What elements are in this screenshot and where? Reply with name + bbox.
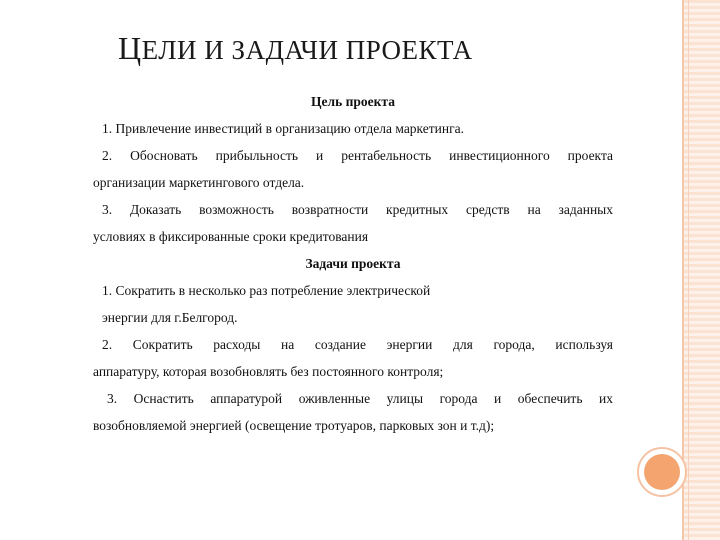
title-rest: ЕЛИ И ЗАДАЧИ ПРОЕКТА <box>141 35 473 65</box>
task-item-1 <box>93 277 613 331</box>
goal-2-line2: организации маркетингового отдела. <box>93 175 305 190</box>
goal-1-text: 1. Привлечение инвестиций в организацию отдела маркетинга. <box>102 121 465 136</box>
task-1-line1: 1. Сократить в несколько раз потребление электрической <box>102 283 431 298</box>
task-item-3 <box>93 385 613 439</box>
decorative-circle <box>644 454 680 490</box>
title-first-letter: Ц <box>118 30 142 66</box>
goal-item-2 <box>93 142 613 196</box>
goal-2-line1: 2. Обосновать прибыльность и рентабельность инвестиционного проекта <box>102 148 613 163</box>
task-3-line1: 3. Оснастить аппаратурой оживленные улицы города и обеспечить их <box>107 391 613 406</box>
task-1-line2: энергии для г.Белгород. <box>102 310 238 325</box>
slide-body <box>93 88 613 439</box>
goal-item-1 <box>93 115 613 142</box>
task-item-2 <box>93 331 613 385</box>
task-2-line2: аппаратуру, которая возобновлять без постоянного контроля; <box>93 364 444 379</box>
goal-3-line1: 3. Доказать возможность возвратности кредитных средств на заданных <box>102 202 613 217</box>
goal-3-line2: условиях в фиксированные сроки кредитования <box>93 229 369 244</box>
page-title <box>118 30 473 67</box>
task-3-line2: возобновляемой энергией (освещение тротуаров, парковых зон и т.д); <box>93 418 495 433</box>
task-2-line1: 2. Сократить расходы на создание энергии для города, используя <box>102 337 613 352</box>
goal-item-3 <box>93 196 613 250</box>
goal-heading: Цель проекта <box>311 94 395 109</box>
border-line-inner <box>688 0 689 540</box>
tasks-heading: Задачи проекта <box>305 256 401 271</box>
decorative-right-border <box>682 0 720 540</box>
